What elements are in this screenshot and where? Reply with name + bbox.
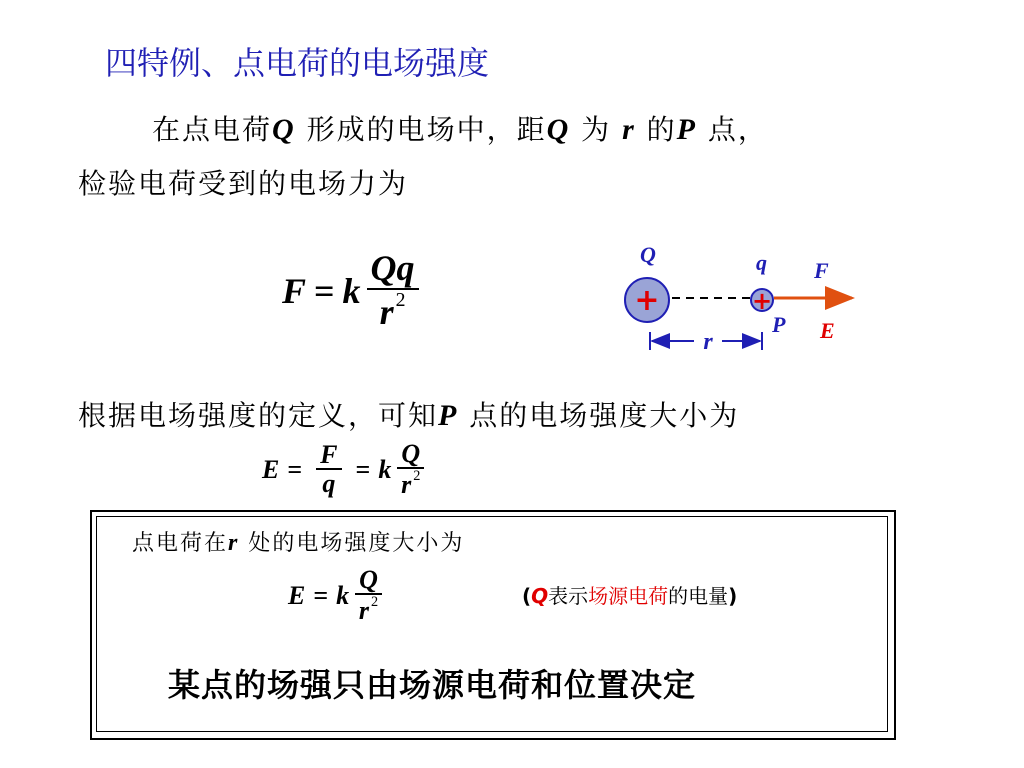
diagram-Q-label: Q bbox=[640, 242, 656, 267]
conclusion-text: 某点的场强只由场源电荷和位置决定 bbox=[168, 666, 697, 704]
summary-text-1: 点电荷在 bbox=[132, 531, 229, 556]
note-source-charge: 场源电荷 bbox=[588, 584, 669, 608]
definition-P: P bbox=[438, 399, 459, 432]
summary-formula-r: r bbox=[358, 596, 370, 626]
intro-r: r bbox=[622, 113, 636, 146]
intro-text-4: 的 bbox=[635, 113, 677, 146]
intro-text-3: 为 bbox=[570, 113, 623, 146]
source-charge-note bbox=[522, 580, 737, 609]
diagram-r-label: r bbox=[703, 329, 713, 355]
diagram-E-label: E bbox=[820, 318, 835, 343]
test-charge-sign: + bbox=[751, 287, 773, 315]
definition-text-1: 根据电场强度的定义，可知 bbox=[78, 399, 439, 432]
slide-title: 四特例、点电荷的电场强度 bbox=[105, 44, 490, 82]
formula-def-q: q bbox=[322, 469, 336, 499]
formula-def-F: F bbox=[316, 441, 341, 470]
formula-def-fraction-2 bbox=[397, 440, 424, 500]
summary-formula-Q: Q bbox=[355, 566, 382, 595]
definition-text-2: 点的电场强度大小为 bbox=[458, 399, 740, 432]
formula-def-fraction-1 bbox=[316, 441, 341, 499]
formula-def-lhs: E bbox=[262, 454, 280, 484]
formula-def-r: r bbox=[401, 470, 412, 500]
formula-force-numerator: Qq bbox=[367, 250, 419, 290]
intro-text-5: 点， bbox=[697, 113, 768, 146]
diagram-q-label: q bbox=[756, 250, 767, 275]
formula-force-lhs: F bbox=[282, 271, 307, 312]
intro-line-1 bbox=[152, 108, 768, 148]
formula-def-Q: Q bbox=[397, 440, 424, 469]
intro-text-2: 形成的电场中，距 bbox=[295, 113, 547, 146]
intro-line-2: 检验电荷受到的电场力为 bbox=[78, 167, 409, 200]
formula-force-denominator bbox=[380, 290, 406, 332]
diagram-P-label: P bbox=[772, 312, 786, 337]
summary-line bbox=[132, 526, 464, 557]
formula-force-r: r bbox=[379, 291, 394, 332]
summary-formula-k: k bbox=[336, 580, 350, 610]
formula-force-equals: = bbox=[314, 271, 335, 312]
formula-def-denominator bbox=[401, 469, 420, 499]
summary-formula-fraction bbox=[355, 566, 382, 626]
formula-force-fraction bbox=[367, 250, 419, 332]
intro-text-1: 在点电荷 bbox=[152, 113, 273, 146]
formula-force-k: k bbox=[342, 271, 361, 312]
source-charge-sign: + bbox=[634, 283, 660, 318]
formula-definition bbox=[262, 440, 430, 500]
charge-diagram bbox=[600, 240, 880, 360]
summary-formula-lhs: E bbox=[288, 580, 306, 610]
note-close-paren: ) bbox=[728, 584, 738, 608]
note-text-3: 的电量 bbox=[668, 584, 729, 608]
note-open-paren: ( bbox=[522, 584, 532, 608]
diagram-F-label: F bbox=[814, 258, 829, 283]
formula-force bbox=[282, 250, 425, 332]
summary-formula bbox=[288, 566, 388, 626]
summary-r: r bbox=[228, 530, 240, 556]
intro-P: P bbox=[676, 113, 697, 146]
note-Q: Q bbox=[531, 584, 549, 608]
intro-Q-1: Q bbox=[272, 113, 296, 146]
formula-def-exponent: 2 bbox=[413, 468, 421, 485]
summary-formula-exponent: 2 bbox=[371, 594, 379, 611]
formula-def-k: k bbox=[378, 454, 392, 484]
note-text-1: 表示 bbox=[548, 584, 589, 608]
intro-Q-2: Q bbox=[546, 113, 571, 146]
summary-formula-denominator bbox=[359, 595, 378, 625]
summary-formula-equals: = bbox=[313, 580, 329, 610]
formula-force-exponent: 2 bbox=[395, 288, 406, 311]
summary-text-2: 处的电场强度大小为 bbox=[239, 531, 465, 556]
formula-def-equals-2: = bbox=[355, 454, 371, 484]
definition-line bbox=[78, 394, 739, 434]
formula-def-equals-1: = bbox=[287, 454, 303, 484]
